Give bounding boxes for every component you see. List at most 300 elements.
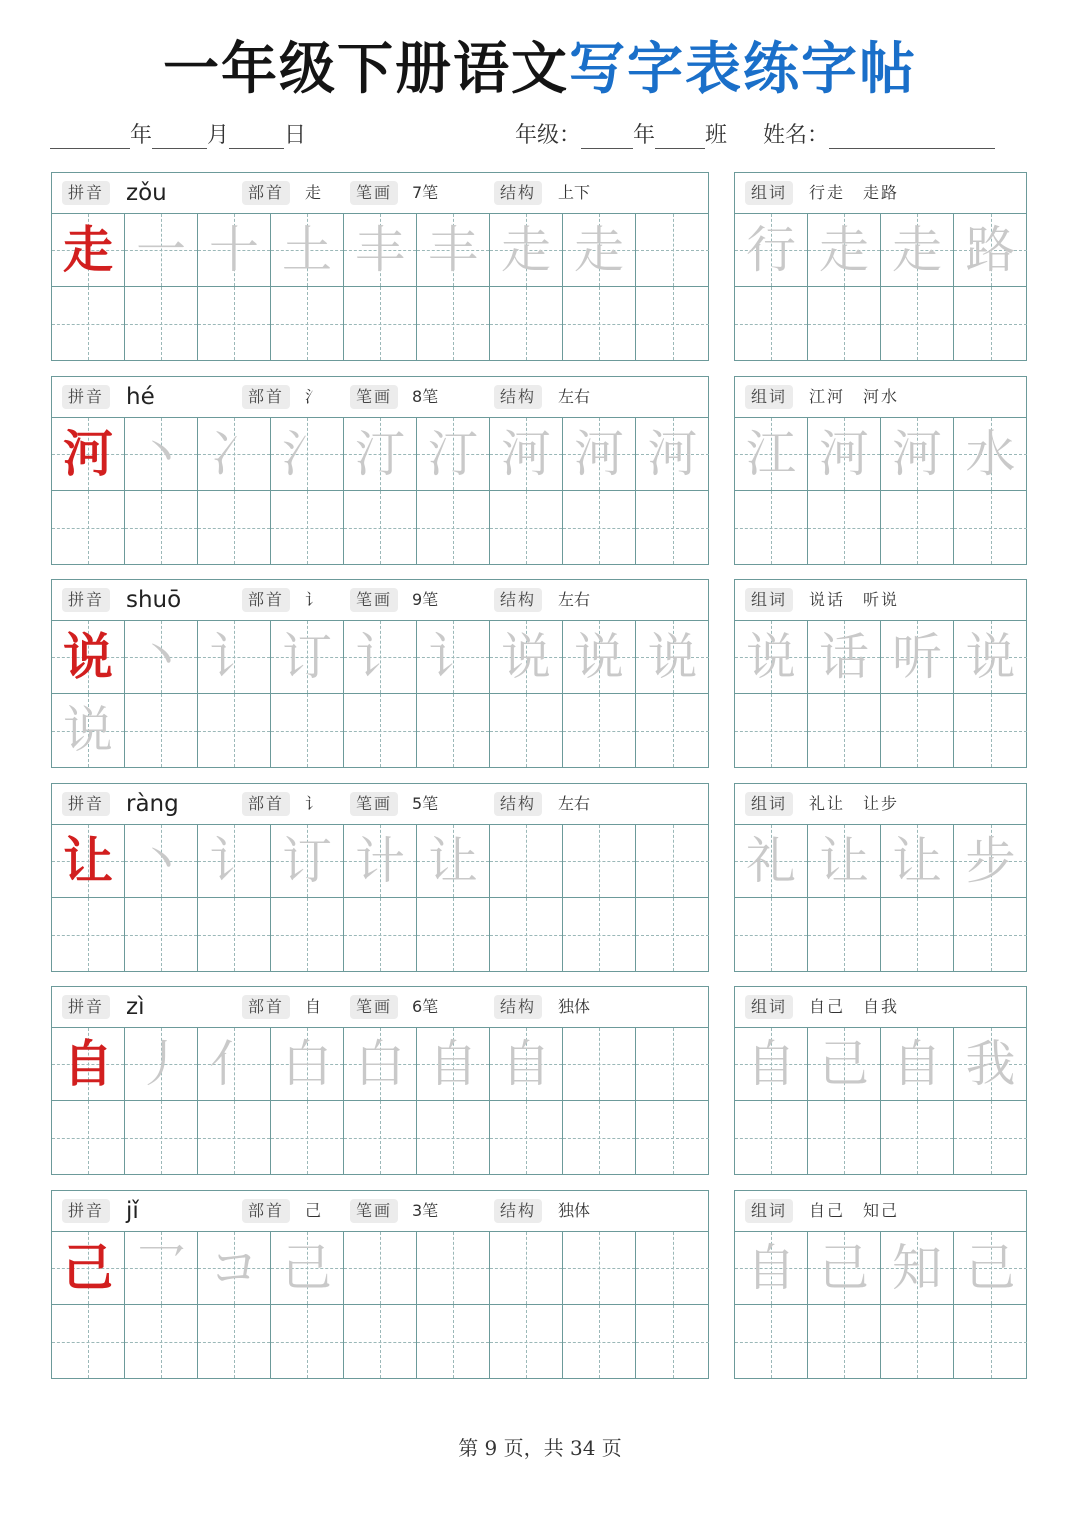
writing-cell[interactable] xyxy=(52,1028,125,1101)
writing-cell[interactable] xyxy=(881,898,954,971)
class-label: 班 xyxy=(705,123,728,148)
writing-cell[interactable] xyxy=(808,214,881,287)
writing-cell[interactable] xyxy=(954,287,1027,360)
writing-cell[interactable] xyxy=(344,287,417,360)
writing-cell[interactable] xyxy=(490,418,563,491)
trace-character: 乛 xyxy=(136,1239,186,1297)
trace-character: 讠 xyxy=(209,628,259,686)
structure-tag: 结构 xyxy=(494,792,542,816)
writing-cell[interactable] xyxy=(344,825,417,898)
writing-cell[interactable] xyxy=(344,1305,417,1378)
words-tag: 组词 xyxy=(745,995,793,1019)
writing-cell[interactable] xyxy=(881,694,954,767)
grade-blank[interactable] xyxy=(581,122,633,149)
structure-value: 左右 xyxy=(558,387,591,406)
writing-cell[interactable] xyxy=(735,825,808,898)
writing-cell[interactable] xyxy=(735,621,808,694)
trace-character: 讠 xyxy=(428,628,478,686)
strokes-value: 7笔 xyxy=(412,183,439,202)
writing-cell[interactable] xyxy=(954,1305,1027,1378)
writing-cell[interactable] xyxy=(563,418,636,491)
trace-character: 汀 xyxy=(355,425,405,483)
writing-cell[interactable] xyxy=(881,287,954,360)
writing-cell[interactable] xyxy=(344,621,417,694)
writing-cell[interactable] xyxy=(198,1305,271,1378)
radical-value: 走 xyxy=(305,183,322,202)
writing-cell[interactable] xyxy=(198,491,271,564)
writing-cell[interactable] xyxy=(52,214,125,287)
writing-cell[interactable] xyxy=(417,694,490,767)
writing-cell[interactable] xyxy=(52,1305,125,1378)
writing-cell[interactable] xyxy=(881,1232,954,1305)
structure-value: 左右 xyxy=(558,794,591,813)
char-card-0 xyxy=(51,172,709,361)
words-card-4 xyxy=(734,986,1027,1175)
writing-cell[interactable] xyxy=(344,898,417,971)
grade-year-label: 年 xyxy=(633,123,656,148)
writing-cell[interactable] xyxy=(271,287,344,360)
words-card-2 xyxy=(734,579,1027,768)
writing-cell[interactable] xyxy=(125,898,198,971)
trace-character: 订 xyxy=(282,628,332,686)
trace-character: 氵 xyxy=(282,425,332,483)
trace-character: 自 xyxy=(428,1035,478,1093)
writing-cell[interactable] xyxy=(52,621,125,694)
writing-cell[interactable] xyxy=(808,825,881,898)
writing-cell[interactable] xyxy=(417,287,490,360)
word-trace-character: 话 xyxy=(819,628,869,686)
writing-cell[interactable] xyxy=(125,825,198,898)
radical-tag: 部首 xyxy=(242,181,290,205)
structure-value: 独体 xyxy=(558,1201,591,1220)
structure-tag: 结构 xyxy=(494,385,542,409)
words-tag: 组词 xyxy=(745,792,793,816)
word-trace-character: 己 xyxy=(965,1239,1016,1297)
writing-cell[interactable] xyxy=(198,1028,271,1101)
char-card-header xyxy=(52,784,708,825)
structure-value: 左右 xyxy=(558,590,591,609)
writing-cell[interactable] xyxy=(563,621,636,694)
date-fields xyxy=(50,118,306,149)
writing-cell[interactable] xyxy=(954,694,1027,767)
writing-cell[interactable] xyxy=(954,1101,1027,1174)
structure-tag: 结构 xyxy=(494,588,542,612)
structure-tag: 结构 xyxy=(494,995,542,1019)
student-fields xyxy=(515,118,995,149)
char-card-header xyxy=(52,987,708,1028)
writing-cell[interactable] xyxy=(344,418,417,491)
char-card-3 xyxy=(51,783,709,972)
words-value: 自己 自我 xyxy=(809,997,900,1016)
radical-tag: 部首 xyxy=(242,1199,290,1223)
writing-cell[interactable] xyxy=(735,1028,808,1101)
writing-cell[interactable] xyxy=(125,418,198,491)
writing-cell[interactable] xyxy=(271,491,344,564)
word-trace-character: 自 xyxy=(746,1035,796,1093)
writing-cell[interactable] xyxy=(125,491,198,564)
word-trace-character: 己 xyxy=(819,1035,869,1093)
trace-character: 丶 xyxy=(136,425,186,483)
word-trace-character: 让 xyxy=(892,832,942,890)
trace-character: 说 xyxy=(574,628,624,686)
writing-cell[interactable] xyxy=(198,1232,271,1305)
writing-cell[interactable] xyxy=(636,214,709,287)
writing-cell[interactable] xyxy=(417,1028,490,1101)
writing-cell[interactable] xyxy=(490,1305,563,1378)
writing-cell[interactable] xyxy=(563,825,636,898)
writing-cell[interactable] xyxy=(954,214,1027,287)
page-number: 第 9 页，共 34 页 xyxy=(458,1436,622,1460)
writing-cell[interactable] xyxy=(881,1101,954,1174)
writing-cell[interactable] xyxy=(271,1101,344,1174)
word-trace-character: 说 xyxy=(746,628,796,686)
trace-character: 丰 xyxy=(355,221,405,279)
words-value: 礼让 让步 xyxy=(809,794,900,813)
writing-cell[interactable] xyxy=(490,214,563,287)
word-trace-character: 河 xyxy=(892,425,942,483)
writing-cell[interactable] xyxy=(881,1028,954,1101)
writing-cell[interactable] xyxy=(563,1028,636,1101)
writing-cell[interactable] xyxy=(735,1101,808,1174)
writing-cell[interactable] xyxy=(417,214,490,287)
trace-character: 己 xyxy=(282,1239,332,1297)
writing-cell[interactable] xyxy=(52,418,125,491)
words-card-5 xyxy=(734,1190,1027,1379)
writing-cell[interactable] xyxy=(490,898,563,971)
writing-cell[interactable] xyxy=(808,1232,881,1305)
writing-cell[interactable] xyxy=(881,418,954,491)
char-card-header xyxy=(52,377,708,418)
trace-character: 讠 xyxy=(209,832,259,890)
trace-character: 冫 xyxy=(209,425,259,483)
pinyin-tag: 拼音 xyxy=(62,792,110,816)
words-card-header xyxy=(735,784,1026,825)
writing-cell[interactable] xyxy=(125,214,198,287)
writing-cell[interactable] xyxy=(344,491,417,564)
trace-character: 说 xyxy=(647,628,698,686)
writing-cell[interactable] xyxy=(490,825,563,898)
writing-cell[interactable] xyxy=(636,825,709,898)
year-blank[interactable] xyxy=(50,122,130,149)
writing-cell[interactable] xyxy=(271,621,344,694)
writing-cell[interactable] xyxy=(636,621,709,694)
words-card-header xyxy=(735,1191,1026,1232)
writing-cell[interactable] xyxy=(808,898,881,971)
writing-cell[interactable] xyxy=(271,418,344,491)
writing-cell[interactable] xyxy=(808,621,881,694)
writing-cell[interactable] xyxy=(344,214,417,287)
writing-cell[interactable] xyxy=(954,1232,1027,1305)
words-value: 自己 知己 xyxy=(809,1201,900,1220)
writing-cell[interactable] xyxy=(808,418,881,491)
writing-cell[interactable] xyxy=(735,1305,808,1378)
word-trace-character: 走 xyxy=(819,221,869,279)
writing-cell[interactable] xyxy=(52,694,125,767)
writing-cell[interactable] xyxy=(563,491,636,564)
strokes-value: 8笔 xyxy=(412,387,439,406)
trace-character: 自 xyxy=(501,1035,551,1093)
pinyin-value: jǐ xyxy=(126,1198,139,1224)
trace-character: 汀 xyxy=(428,425,478,483)
writing-cell[interactable] xyxy=(417,1232,490,1305)
writing-cell[interactable] xyxy=(636,1028,709,1101)
grade-label: 年级： xyxy=(515,123,582,148)
char-card-5 xyxy=(51,1190,709,1379)
writing-cell[interactable] xyxy=(490,1028,563,1101)
word-trace-character: 知 xyxy=(892,1239,942,1297)
char-card-1 xyxy=(51,376,709,565)
writing-cell[interactable] xyxy=(636,418,709,491)
writing-cell[interactable] xyxy=(636,694,709,767)
trace-character: 走 xyxy=(574,221,624,279)
writing-cell[interactable] xyxy=(954,825,1027,898)
trace-character: 让 xyxy=(428,832,478,890)
writing-cell[interactable] xyxy=(808,491,881,564)
pinyin-value: zì xyxy=(126,994,145,1020)
writing-cell[interactable] xyxy=(954,1028,1027,1101)
writing-cell[interactable] xyxy=(881,621,954,694)
writing-cell[interactable] xyxy=(881,825,954,898)
writing-cell[interactable] xyxy=(417,1101,490,1174)
structure-tag: 结构 xyxy=(494,1199,542,1223)
trace-character: 河 xyxy=(647,425,698,483)
writing-cell[interactable] xyxy=(125,1028,198,1101)
word-trace-character: 江 xyxy=(746,425,796,483)
writing-cell[interactable] xyxy=(125,287,198,360)
writing-cell[interactable] xyxy=(735,287,808,360)
page-title xyxy=(0,30,1080,110)
model-character: 河 xyxy=(63,424,113,483)
words-card-header xyxy=(735,987,1026,1028)
writing-cell[interactable] xyxy=(52,825,125,898)
structure-tag: 结构 xyxy=(494,181,542,205)
writing-cell[interactable] xyxy=(490,1101,563,1174)
radical-tag: 部首 xyxy=(242,792,290,816)
radical-tag: 部首 xyxy=(242,995,290,1019)
writing-cell[interactable] xyxy=(636,898,709,971)
words-value: 江河 河水 xyxy=(809,387,900,406)
writing-cell[interactable] xyxy=(52,287,125,360)
writing-cell[interactable] xyxy=(198,1101,271,1174)
writing-cell[interactable] xyxy=(881,1305,954,1378)
pinyin-tag: 拼音 xyxy=(62,181,110,205)
char-card-4 xyxy=(51,986,709,1175)
writing-cell[interactable] xyxy=(808,287,881,360)
pinyin-value: hé xyxy=(126,384,155,410)
trace-character: 亻 xyxy=(209,1035,259,1093)
writing-cell[interactable] xyxy=(735,491,808,564)
strokes-tag: 笔画 xyxy=(350,1199,398,1223)
model-character: 说 xyxy=(63,627,113,686)
trace-character: 丰 xyxy=(428,221,478,279)
writing-cell[interactable] xyxy=(735,898,808,971)
writing-cell[interactable] xyxy=(490,287,563,360)
strokes-value: 5笔 xyxy=(412,794,439,813)
writing-cell[interactable] xyxy=(198,825,271,898)
writing-cell[interactable] xyxy=(52,491,125,564)
writing-cell[interactable] xyxy=(125,1101,198,1174)
info-row xyxy=(50,118,1025,154)
writing-cell[interactable] xyxy=(417,1305,490,1378)
strokes-tag: 笔画 xyxy=(350,385,398,409)
writing-cell[interactable] xyxy=(52,1232,125,1305)
word-trace-character: 说 xyxy=(965,628,1016,686)
writing-cell[interactable] xyxy=(417,621,490,694)
writing-cell[interactable] xyxy=(954,491,1027,564)
writing-cell[interactable] xyxy=(198,287,271,360)
char-card-header xyxy=(52,1191,708,1232)
pinyin-tag: 拼音 xyxy=(62,588,110,612)
writing-cell[interactable] xyxy=(881,491,954,564)
writing-cell[interactable] xyxy=(563,287,636,360)
model-character: 走 xyxy=(63,220,113,279)
trace-character: コ xyxy=(209,1239,259,1297)
writing-cell[interactable] xyxy=(125,1305,198,1378)
words-value: 行走 走路 xyxy=(809,183,900,202)
writing-cell[interactable] xyxy=(808,1028,881,1101)
writing-cell[interactable] xyxy=(417,491,490,564)
words-card-header xyxy=(735,580,1026,621)
class-blank[interactable] xyxy=(655,122,705,149)
writing-cell[interactable] xyxy=(636,491,709,564)
words-tag: 组词 xyxy=(745,1199,793,1223)
writing-cell[interactable] xyxy=(198,898,271,971)
writing-cell[interactable] xyxy=(490,621,563,694)
word-trace-character: 行 xyxy=(746,221,796,279)
writing-cell[interactable] xyxy=(808,1101,881,1174)
writing-cell[interactable] xyxy=(271,694,344,767)
writing-cell[interactable] xyxy=(636,1101,709,1174)
word-trace-character: 河 xyxy=(819,425,869,483)
day-label: 日 xyxy=(284,123,307,148)
radical-tag: 部首 xyxy=(242,588,290,612)
writing-cell[interactable] xyxy=(563,1305,636,1378)
writing-cell[interactable] xyxy=(198,621,271,694)
writing-cell[interactable] xyxy=(563,214,636,287)
words-value: 说话 听说 xyxy=(809,590,900,609)
radical-value: 氵 xyxy=(305,387,322,406)
word-trace-character: 己 xyxy=(819,1239,869,1297)
writing-cell[interactable] xyxy=(808,1305,881,1378)
word-trace-character: 走 xyxy=(892,221,942,279)
word-trace-character: 自 xyxy=(746,1239,796,1297)
pinyin-tag: 拼音 xyxy=(62,1199,110,1223)
writing-cell[interactable] xyxy=(198,418,271,491)
radical-value: 自 xyxy=(305,997,322,1016)
trace-character: 订 xyxy=(282,832,332,890)
writing-cell[interactable] xyxy=(808,694,881,767)
writing-cell[interactable] xyxy=(954,898,1027,971)
pinyin-value: shuō xyxy=(126,587,182,613)
writing-cell[interactable] xyxy=(52,1101,125,1174)
structure-value: 上下 xyxy=(558,183,591,202)
trace-character: 土 xyxy=(282,221,332,279)
month-blank[interactable] xyxy=(152,122,207,149)
month-label: 月 xyxy=(207,123,230,148)
trace-character: 河 xyxy=(501,425,551,483)
writing-cell[interactable] xyxy=(636,1232,709,1305)
writing-cell[interactable] xyxy=(735,694,808,767)
writing-cell[interactable] xyxy=(417,898,490,971)
writing-cell[interactable] xyxy=(344,694,417,767)
writing-cell[interactable] xyxy=(271,1232,344,1305)
writing-cell[interactable] xyxy=(271,214,344,287)
writing-cell[interactable] xyxy=(271,898,344,971)
writing-cell[interactable] xyxy=(563,694,636,767)
writing-cell[interactable] xyxy=(344,1028,417,1101)
pinyin-value: ràng xyxy=(126,791,179,817)
trace-character: 丶 xyxy=(136,832,186,890)
writing-cell[interactable] xyxy=(198,694,271,767)
writing-cell[interactable] xyxy=(417,418,490,491)
word-trace-character: 我 xyxy=(965,1035,1016,1093)
writing-cell[interactable] xyxy=(636,1305,709,1378)
writing-cell[interactable] xyxy=(563,898,636,971)
writing-cell[interactable] xyxy=(490,1232,563,1305)
writing-cell[interactable] xyxy=(881,214,954,287)
writing-cell[interactable] xyxy=(490,694,563,767)
strokes-tag: 笔画 xyxy=(350,995,398,1019)
char-card-header xyxy=(52,580,708,621)
writing-cell[interactable] xyxy=(563,1232,636,1305)
trace-character: 丶 xyxy=(136,628,186,686)
trace-character: 说 xyxy=(63,701,113,759)
day-blank[interactable] xyxy=(229,122,284,149)
word-trace-character: 水 xyxy=(965,425,1016,483)
name-blank[interactable] xyxy=(829,122,995,149)
words-card-header xyxy=(735,377,1026,418)
writing-cell[interactable] xyxy=(271,1305,344,1378)
writing-cell[interactable] xyxy=(735,1232,808,1305)
strokes-tag: 笔画 xyxy=(350,792,398,816)
word-trace-character: 路 xyxy=(965,221,1016,279)
char-card-header xyxy=(52,173,708,214)
pinyin-value: zǒu xyxy=(126,180,167,206)
words-tag: 组词 xyxy=(745,181,793,205)
writing-cell[interactable] xyxy=(735,214,808,287)
writing-cell[interactable] xyxy=(417,825,490,898)
writing-cell[interactable] xyxy=(271,825,344,898)
title-part-1: 一年级下册语文 xyxy=(163,37,569,102)
writing-cell[interactable] xyxy=(125,694,198,767)
trace-character: 说 xyxy=(501,628,551,686)
writing-cell[interactable] xyxy=(954,621,1027,694)
pinyin-tag: 拼音 xyxy=(62,385,110,409)
writing-cell[interactable] xyxy=(271,1028,344,1101)
trace-character: 走 xyxy=(501,221,551,279)
words-tag: 组词 xyxy=(745,588,793,612)
writing-cell[interactable] xyxy=(344,1232,417,1305)
writing-cell[interactable] xyxy=(198,214,271,287)
word-trace-character: 步 xyxy=(965,832,1016,890)
writing-cell[interactable] xyxy=(52,898,125,971)
model-character: 让 xyxy=(63,831,113,890)
writing-cell[interactable] xyxy=(344,1101,417,1174)
words-card-header xyxy=(735,173,1026,214)
writing-cell[interactable] xyxy=(636,287,709,360)
radical-value: 讠 xyxy=(305,590,322,609)
writing-cell[interactable] xyxy=(125,621,198,694)
model-character: 己 xyxy=(63,1238,113,1297)
writing-cell[interactable] xyxy=(125,1232,198,1305)
writing-cell[interactable] xyxy=(954,418,1027,491)
trace-character: 讠 xyxy=(355,628,405,686)
writing-cell[interactable] xyxy=(735,418,808,491)
model-character: 自 xyxy=(63,1034,113,1093)
writing-cell[interactable] xyxy=(490,491,563,564)
title-part-2: 写字表练字帖 xyxy=(569,37,917,102)
writing-cell[interactable] xyxy=(563,1101,636,1174)
